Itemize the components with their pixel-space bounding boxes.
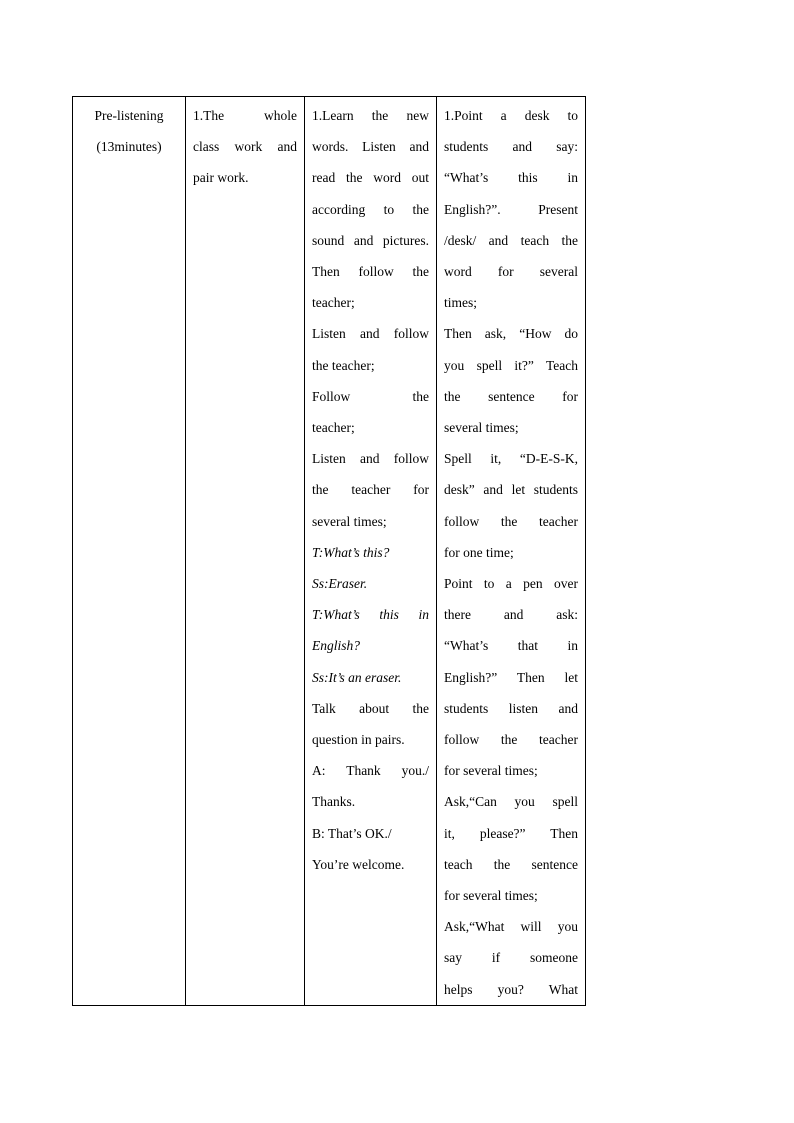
- text-line: desk” and let students: [444, 482, 578, 498]
- text-line: say if someone: [444, 950, 578, 966]
- text-line: Listen and follow: [312, 326, 429, 342]
- stage-name: Pre-listening: [94, 108, 164, 123]
- text-line: for several times;: [444, 888, 538, 904]
- text-line: A: Thank you./: [312, 763, 429, 779]
- stage-cell: [73, 97, 186, 1006]
- text-line: Ss:Eraser.: [312, 576, 368, 592]
- text-line: 1.Point a desk to: [444, 108, 578, 123]
- text-line: follow the teacher: [444, 513, 578, 529]
- text-line: Point to a pen over: [444, 576, 578, 592]
- text-line: the teacher for: [312, 482, 429, 498]
- text-line: word for several: [444, 264, 578, 280]
- text-line: English?” Then let: [444, 669, 578, 685]
- text-line: question in pairs.: [312, 732, 405, 748]
- text-line: /desk/ and teach the: [444, 232, 578, 248]
- text-line: Spell it, “D-E-S-K,: [444, 451, 578, 467]
- text-line: Then follow the: [312, 264, 429, 280]
- text-line: you spell it?” Teach: [444, 357, 578, 373]
- text-line: Follow the: [312, 388, 429, 404]
- table-row: [73, 97, 586, 1006]
- teacher-activity-cell: [437, 97, 586, 1006]
- text-line: “What’s this in: [444, 170, 578, 186]
- text-line: English?: [312, 638, 361, 654]
- text-line: Then ask, “How do: [444, 326, 578, 342]
- text-line: words. Listen and: [312, 139, 429, 155]
- text-line: the sentence for: [444, 388, 578, 404]
- text-line: sound and pictures.: [312, 232, 429, 248]
- lesson-plan-table: [72, 96, 586, 1006]
- text-line: T:What’s this?: [312, 544, 390, 560]
- text-line: You’re welcome.: [312, 856, 405, 872]
- text-line: teacher;: [312, 420, 355, 436]
- stage-duration: (13minutes): [96, 139, 162, 155]
- text-line: the teacher;: [312, 357, 375, 373]
- text-line: follow the teacher: [444, 732, 578, 748]
- text-line: Talk about the: [312, 700, 429, 716]
- text-line: 1.Learn the new: [312, 108, 429, 123]
- text-line: teach the sentence: [444, 856, 578, 872]
- text-line: times;: [444, 295, 477, 311]
- text-line: it, please?” Then: [444, 825, 578, 841]
- text-line: helps you? What: [444, 981, 578, 997]
- text-line: for several times;: [444, 763, 538, 779]
- text-line: class work and: [193, 139, 297, 155]
- text-line: there and ask:: [444, 607, 578, 623]
- text-line: several times;: [312, 513, 387, 529]
- student-activity-cell: [305, 97, 437, 1006]
- text-line: teacher;: [312, 295, 355, 311]
- text-line: T:What’s this in: [312, 607, 429, 623]
- activity-type-cell: [186, 97, 305, 1006]
- text-line: B: That’s OK./: [312, 825, 392, 841]
- text-line: students and say:: [444, 139, 578, 155]
- text-line: for one time;: [444, 544, 514, 560]
- text-line: Listen and follow: [312, 451, 429, 467]
- text-line: several times;: [444, 420, 519, 436]
- text-line: “What’s that in: [444, 638, 578, 654]
- text-line: students listen and: [444, 700, 578, 716]
- text-line: read the word out: [312, 170, 429, 186]
- text-line: pair work.: [193, 170, 249, 186]
- text-line: English?”. Present: [444, 201, 578, 217]
- text-line: Thanks.: [312, 794, 356, 810]
- text-line: Ask,“Can you spell: [444, 794, 578, 810]
- text-line: according to the: [312, 201, 429, 217]
- text-line: Ask,“What will you: [444, 919, 578, 935]
- text-line: Ss:It’s an eraser.: [312, 669, 402, 685]
- text-line: 1.The whole: [193, 108, 297, 123]
